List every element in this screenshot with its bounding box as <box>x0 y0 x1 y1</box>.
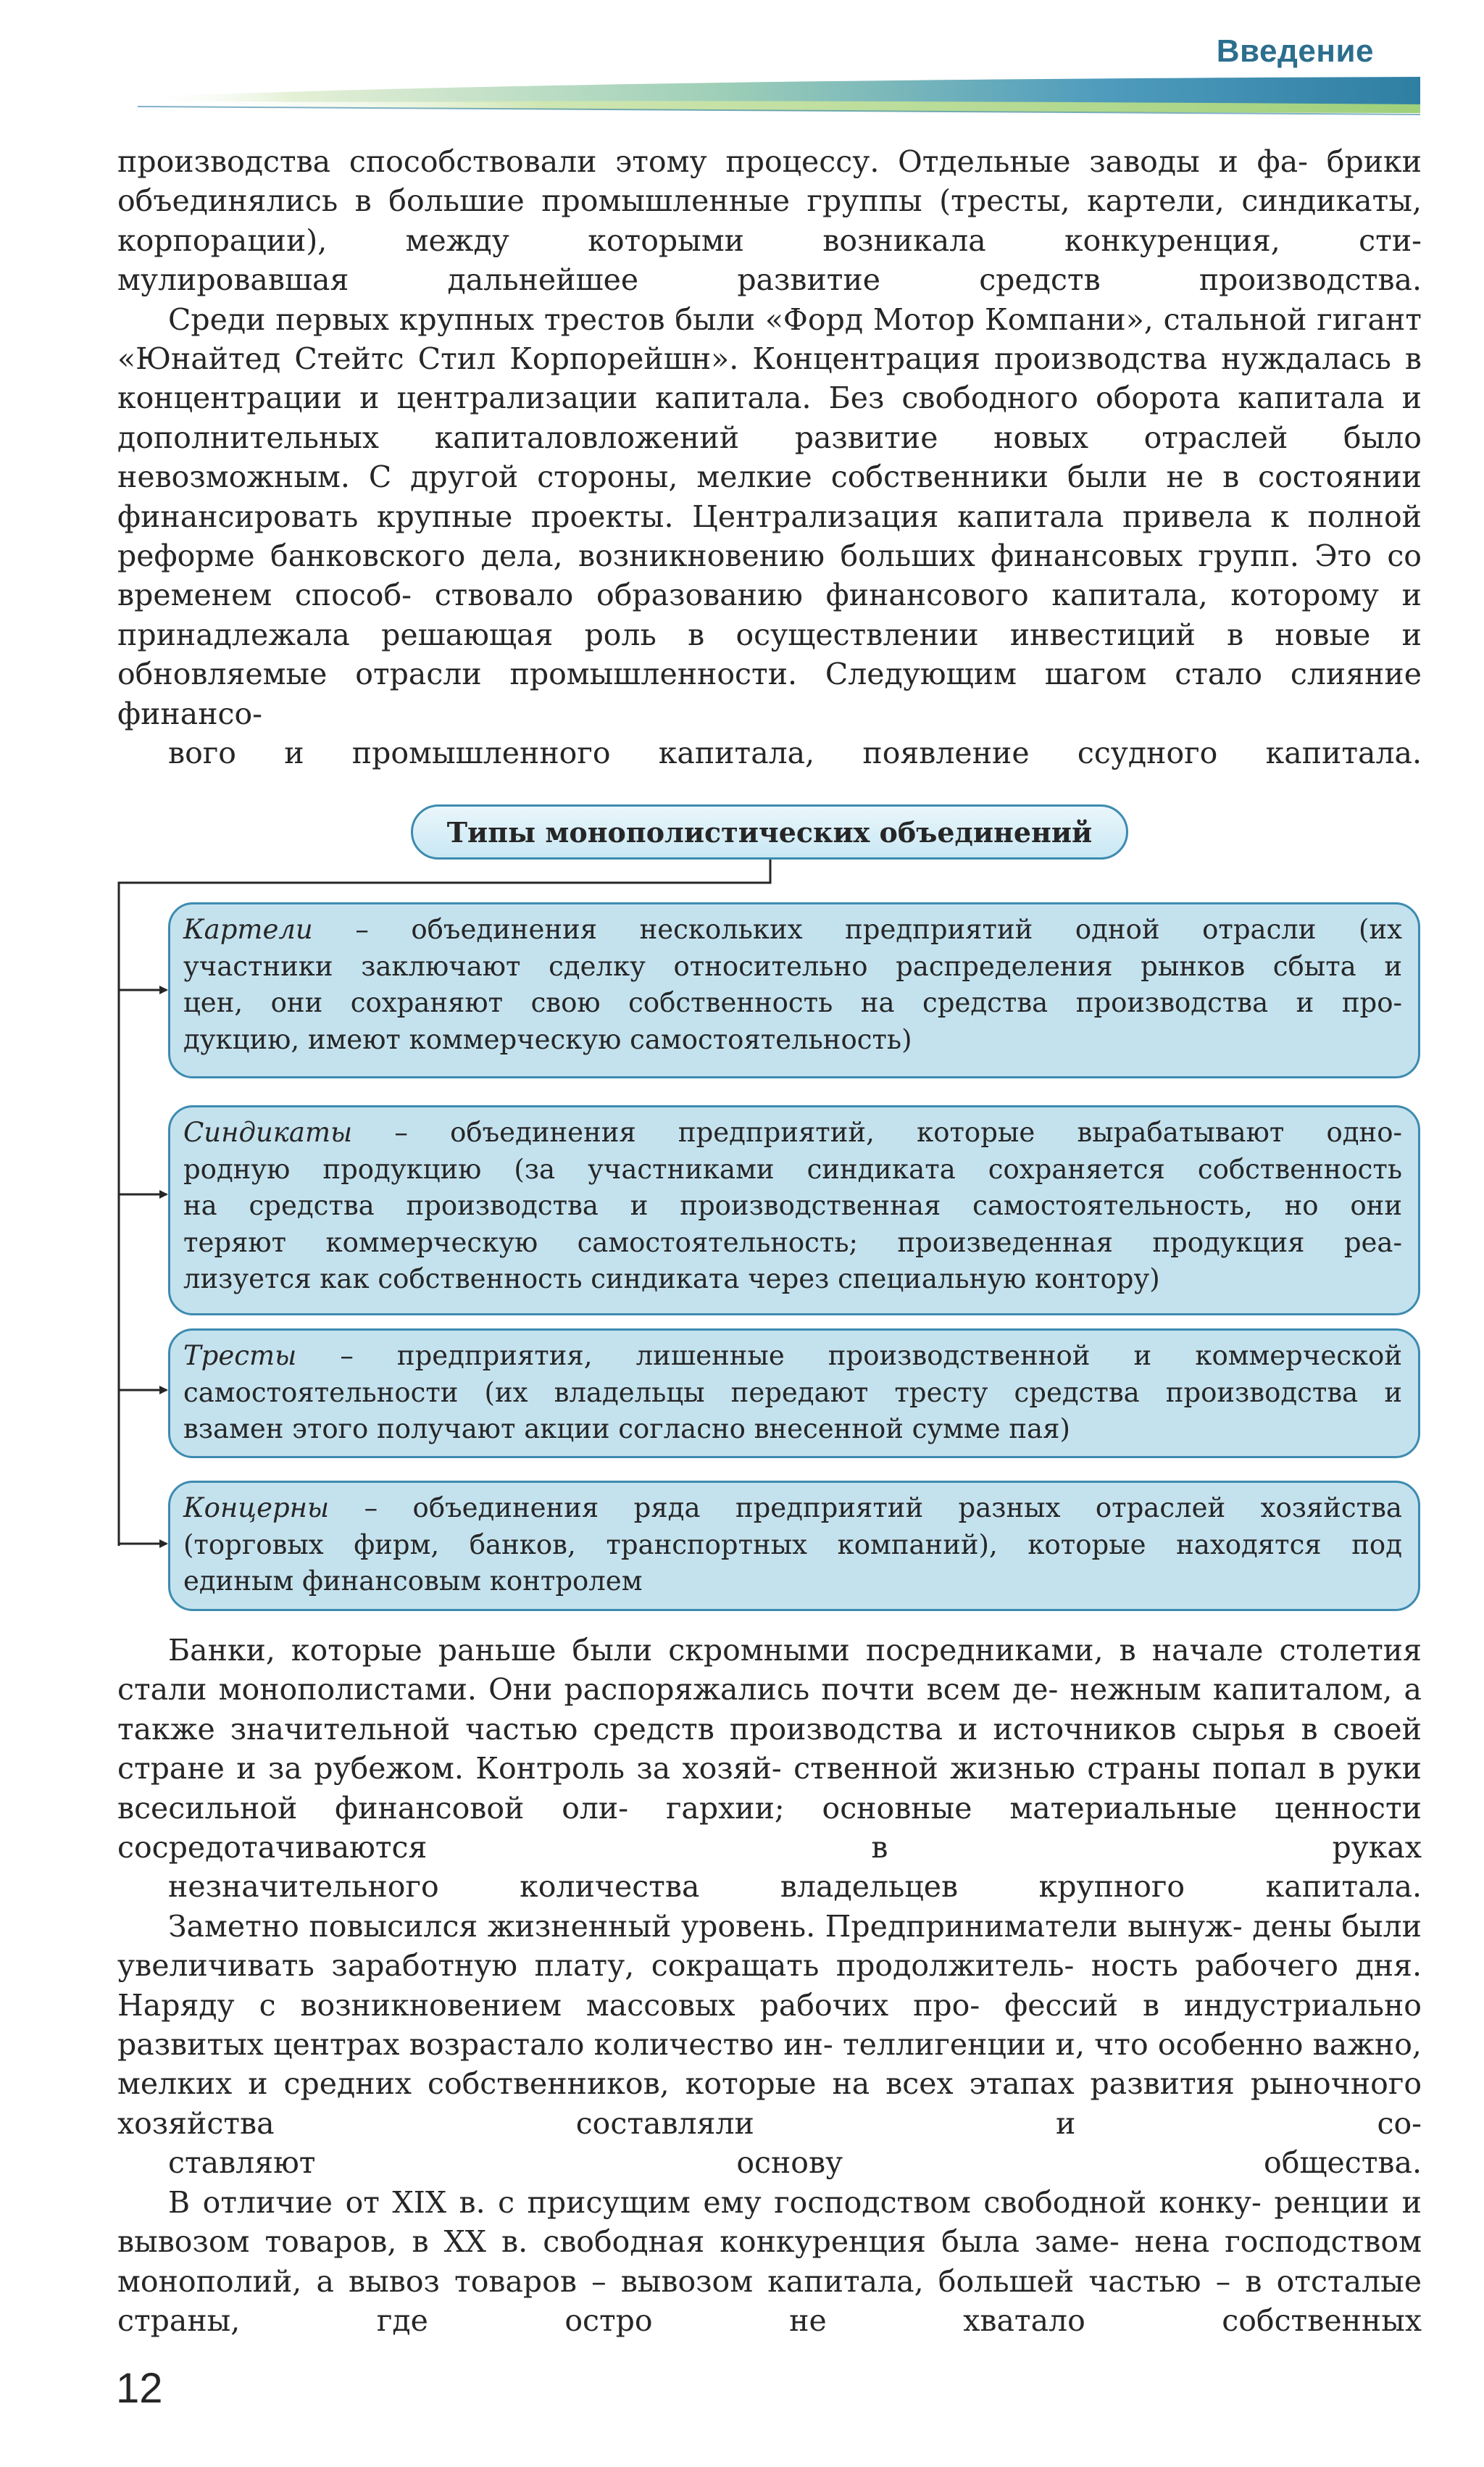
paragraph: В отличие от XIX в. с присущим ему господством свободной конку- ренции и вывозом товаров, в XX в. свободная конкуренция была заме- нена господством монополий, а вывоз товаров – вывозом капитала, большей частью – в отсталые страны, где остро не хватало собственных <box>117 2184 1422 2338</box>
paragraph: Среди первых крупных трестов были «Форд Мотор Компани», стальной гигант «Юнайтед Стейтс Стил Корпорейшн». Концентрация производства нуждалась в концентрации и централизации капитала. Без свободного оборота капитала и дополнительных капиталовложений развитие новых отраслей было невозможным. С другой стороны, мелкие собственники были не в состоянии финансировать крупные проекты. Централизация капитала привела к полной реформе банковского дела, возникновению больших финансовых групп. Это со временем способ- ствовало образованию финансового капитала, которому и принадлежала решающая роль в осуществлении инвестиций в новые и обновляемые отрасли промышленности. Следующим шагом стало слияние финансо- вого и промышленного капитала, появление ссудного капитала. <box>117 301 1422 771</box>
term-concerns: Концерны <box>183 1492 330 1523</box>
term-trusts: Тресты <box>183 1340 297 1371</box>
monopoly-type-box-cartels: Картели – объединения нескольких предприятий одной отрасли (их участники заключают сделку относительно распределения рынков сбыта и цен, они сохраняют свою собственность на средства производства и про- дукцию, имеют коммерческую самостоятельность) <box>168 902 1420 1078</box>
header-gradient-band <box>138 72 1420 117</box>
body-text-top <box>117 142 1422 773</box>
term-cartels: Картели <box>183 914 313 945</box>
monopoly-type-box-concerns: Концерны – объединения ряда предприятий разных отраслей хозяйства (торговых фирм, банков, транспортных компаний), которые находятся под единым финансовым контролем <box>168 1481 1420 1611</box>
body-text-bottom <box>117 1631 1422 2340</box>
paragraph: Заметно повысился жизненный уровень. Предприниматели вынуж- дены были увеличивать заработную плату, сокращать продолжитель- ность рабочего дня. Наряду с возникновением массовых рабочих про- фессий в индустриально развитых центрах возрастало количество ин- теллигенции и, что особенно важно, мелких и средних собственников, которые на всех этапах развития рыночного хозяйства составляли и со- ставляют основу общества. <box>117 1908 1422 2181</box>
paragraph: производства способствовали этому процессу. Отдельные заводы и фа- брики объединялись в большие промышленные группы (тресты, картели, синдикаты, корпорации), между которыми возникала конкуренция, сти- мулировавшая дальнейшее развитие средств производства. <box>117 144 1422 298</box>
section-title: Введение <box>1216 33 1374 69</box>
term-syndicates: Синдикаты <box>183 1117 353 1148</box>
diagram-title: Типы монополистических объединений <box>411 804 1128 860</box>
page-number: 12 <box>116 2365 163 2412</box>
paragraph: Банки, которые раньше были скромными посредниками, в начале столетия стали монополистами. Они распоряжались почти всем де- нежным капиталом, а также значительной частью средств производства и источников сырья в своей стране и за рубежом. Контроль за хозяй- ственной жизнью страны попал в руки всесильной финансовой оли- гархии; основные материальные ценности сосредотачиваются в руках незначительного количества владельцев крупного капитала. <box>117 1633 1422 1905</box>
monopoly-type-box-syndicates: Синдикаты – объединения предприятий, которые вырабатывают одно- родную продукцию (за участниками синдиката сохраняется собственность на средства производства и производственная самостоятельность, но они теряют коммерческую самостоятельность; произведенная продукция реа- лизуется как собственность синдиката через специальную контору) <box>168 1105 1420 1315</box>
monopoly-type-box-trusts: Тресты – предприятия, лишенные производственной и коммерческой самостоятельности (их владельцы передают тресту средства производства и взамен этого получают акции согласно внесенной сумме пая) <box>168 1328 1420 1458</box>
